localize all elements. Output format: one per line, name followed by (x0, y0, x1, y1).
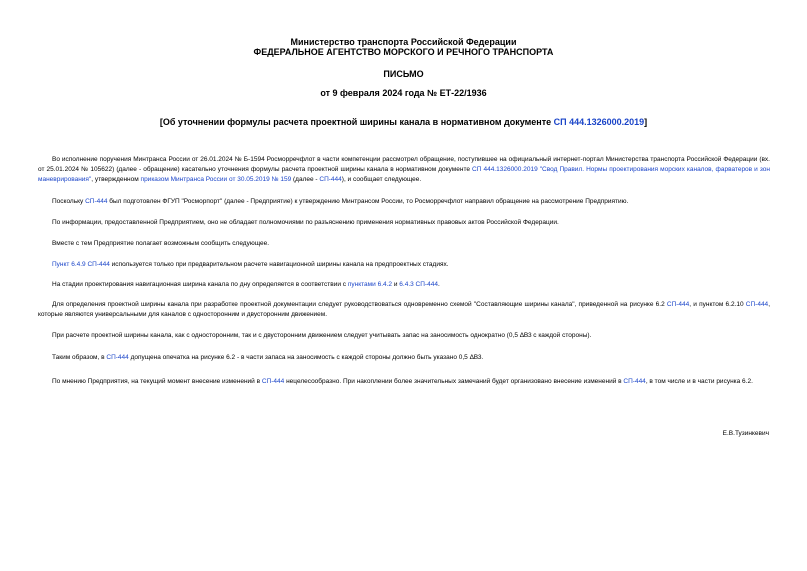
p7-text-2: , и пунктом 6.2.10 (689, 301, 746, 308)
p9-text-2: допущена опечатка на рисунке 6.2 - в части запаса на заносимость с каждой стороны должно быть указано 0,5 (128, 354, 470, 361)
p1-link-order[interactable]: приказом Минтранса России от 30.05.2019 № 159 (140, 176, 292, 183)
paragraph-2 (38, 197, 770, 207)
subject-text-close: ] (644, 117, 648, 127)
p1-text-4: ), и сообщает следующее. (341, 176, 422, 183)
document-date-number: от 9 февраля 2024 года № ЕТ-22/1936 (320, 88, 487, 98)
p2-text-2: был подготовлен ФГУП "Росморпорт" (далее - Предприятие) к утверждению Минтрансом России, то Росморречфлот направил обращение на рассмотрение Предприятию. (107, 198, 629, 205)
p1-link-sp444-full[interactable]: СП 444.1326000.2019 "Свод Правил. Нормы проектирования морских каналов, фарватеров и зон маневрирования" (38, 166, 770, 183)
signature: Е.В.Тузинкевич (722, 430, 769, 437)
paragraph-1 (38, 155, 770, 185)
p7-link-sp444-b[interactable]: СП-444 (745, 301, 769, 308)
p1-text-1: Во исполнение поручения Минтранса России от 26.01.2024 № Б-1594 Росморречфлот в части компетенции рассмотрел обращение, поступившее на официальный интернет-портал Министерства транспорта Российской Федерации (вх. от 25.01.2024 № 105622) (далее - обращение) касательно уточнения формулы расчета проектной ширины канала в нормативном документе (38, 156, 770, 173)
document-subject (0, 117, 807, 127)
subject-text-open: [Об уточнении формулы расчета проектной ширины канала в нормативном документе (159, 117, 554, 127)
p9-text-3: . (481, 354, 484, 361)
delta-b3-symbol: ΔB3 (469, 354, 482, 361)
p7-text-3: , которые являются универсальными для каналов с односторонним и двусторонним движением. (38, 301, 770, 318)
p1-text-3: (далее - (291, 176, 320, 183)
p1-link-sp444[interactable]: СП-444 (319, 176, 342, 183)
paragraph-5 (38, 260, 770, 270)
p6-text-3: . (437, 281, 440, 288)
paragraph-6 (38, 280, 770, 290)
p6-link-clause-643[interactable]: 6.4.3 СП-444 (399, 281, 438, 288)
paragraph-7 (38, 300, 770, 320)
p8-text-2: с каждой стороны). (531, 332, 592, 339)
paragraph-4: Вместе с тем Предприятие полагает возможным сообщить следующее. (52, 240, 270, 247)
paragraph-3: По информации, предоставленной Предприятием, оно не обладает полномочиями по разъяснению применения нормативных правовых актов Российской Федерации. (52, 219, 559, 226)
p10-link-sp444-b[interactable]: СП-444 (623, 378, 646, 385)
p7-text-1: Для определения проектной ширины канала при разработке проектной документации следует руководствоваться одновременно схемой "Составляющие ширины канала", приведенной на рисунке 6.2 (52, 301, 667, 308)
delta-b3-symbol: ΔB3 (519, 332, 532, 339)
p10-text-1: По мнению Предприятия, на текущий момент внесение изменений в (52, 378, 262, 385)
p7-link-sp444-a[interactable]: СП-444 (666, 301, 690, 308)
p5-link-clause-649[interactable]: Пункт 6.4.9 СП-444 (52, 261, 110, 268)
subject-link-sp444[interactable]: СП 444.1326000.2019 (553, 117, 645, 127)
p2-link-sp444[interactable]: СП-444 (85, 198, 108, 205)
p6-text-1: На стадии проектирования навигационная ширина канала по дну определяется в соответствии с (52, 281, 348, 288)
p8-text-1: При расчете проектной ширины канала, как с односторонним, так и с двусторонним движением следует учитывать запас на заносимость однократно (0,5 (52, 332, 520, 339)
p9-link-sp444[interactable]: СП-444 (106, 354, 129, 361)
p1-text-2: , утвержденном (91, 176, 141, 183)
document-type: ПИСЬМО (383, 69, 424, 79)
paragraph-10 (38, 377, 770, 387)
ministry-name: Министерство транспорта Российской Федерации (290, 37, 517, 47)
paragraph-9 (38, 353, 770, 363)
paragraph-8 (38, 331, 770, 341)
p9-text-1: Таким образом, в (52, 354, 107, 361)
p10-link-sp444-a[interactable]: СП-444 (261, 378, 285, 385)
p6-link-clause-642[interactable]: пунктами 6.4.2 (347, 281, 393, 288)
agency-name: ФЕДЕРАЛЬНОЕ АГЕНТСТВО МОРСКОГО И РЕЧНОГО ТРАНСПОРТА (253, 47, 554, 57)
p10-text-3: , в том числе и в части рисунка 6.2. (645, 378, 753, 385)
p10-text-2: нецелесообразно. При накоплении более значительных замечаний будет организовано внесение изменений в (284, 378, 624, 385)
p2-text-1: Поскольку (52, 198, 86, 205)
p6-text-2: и (392, 281, 400, 288)
p5-text-1: используется только при предварительном расчете навигационной ширины канала на предпроектных стадиях. (109, 261, 449, 268)
